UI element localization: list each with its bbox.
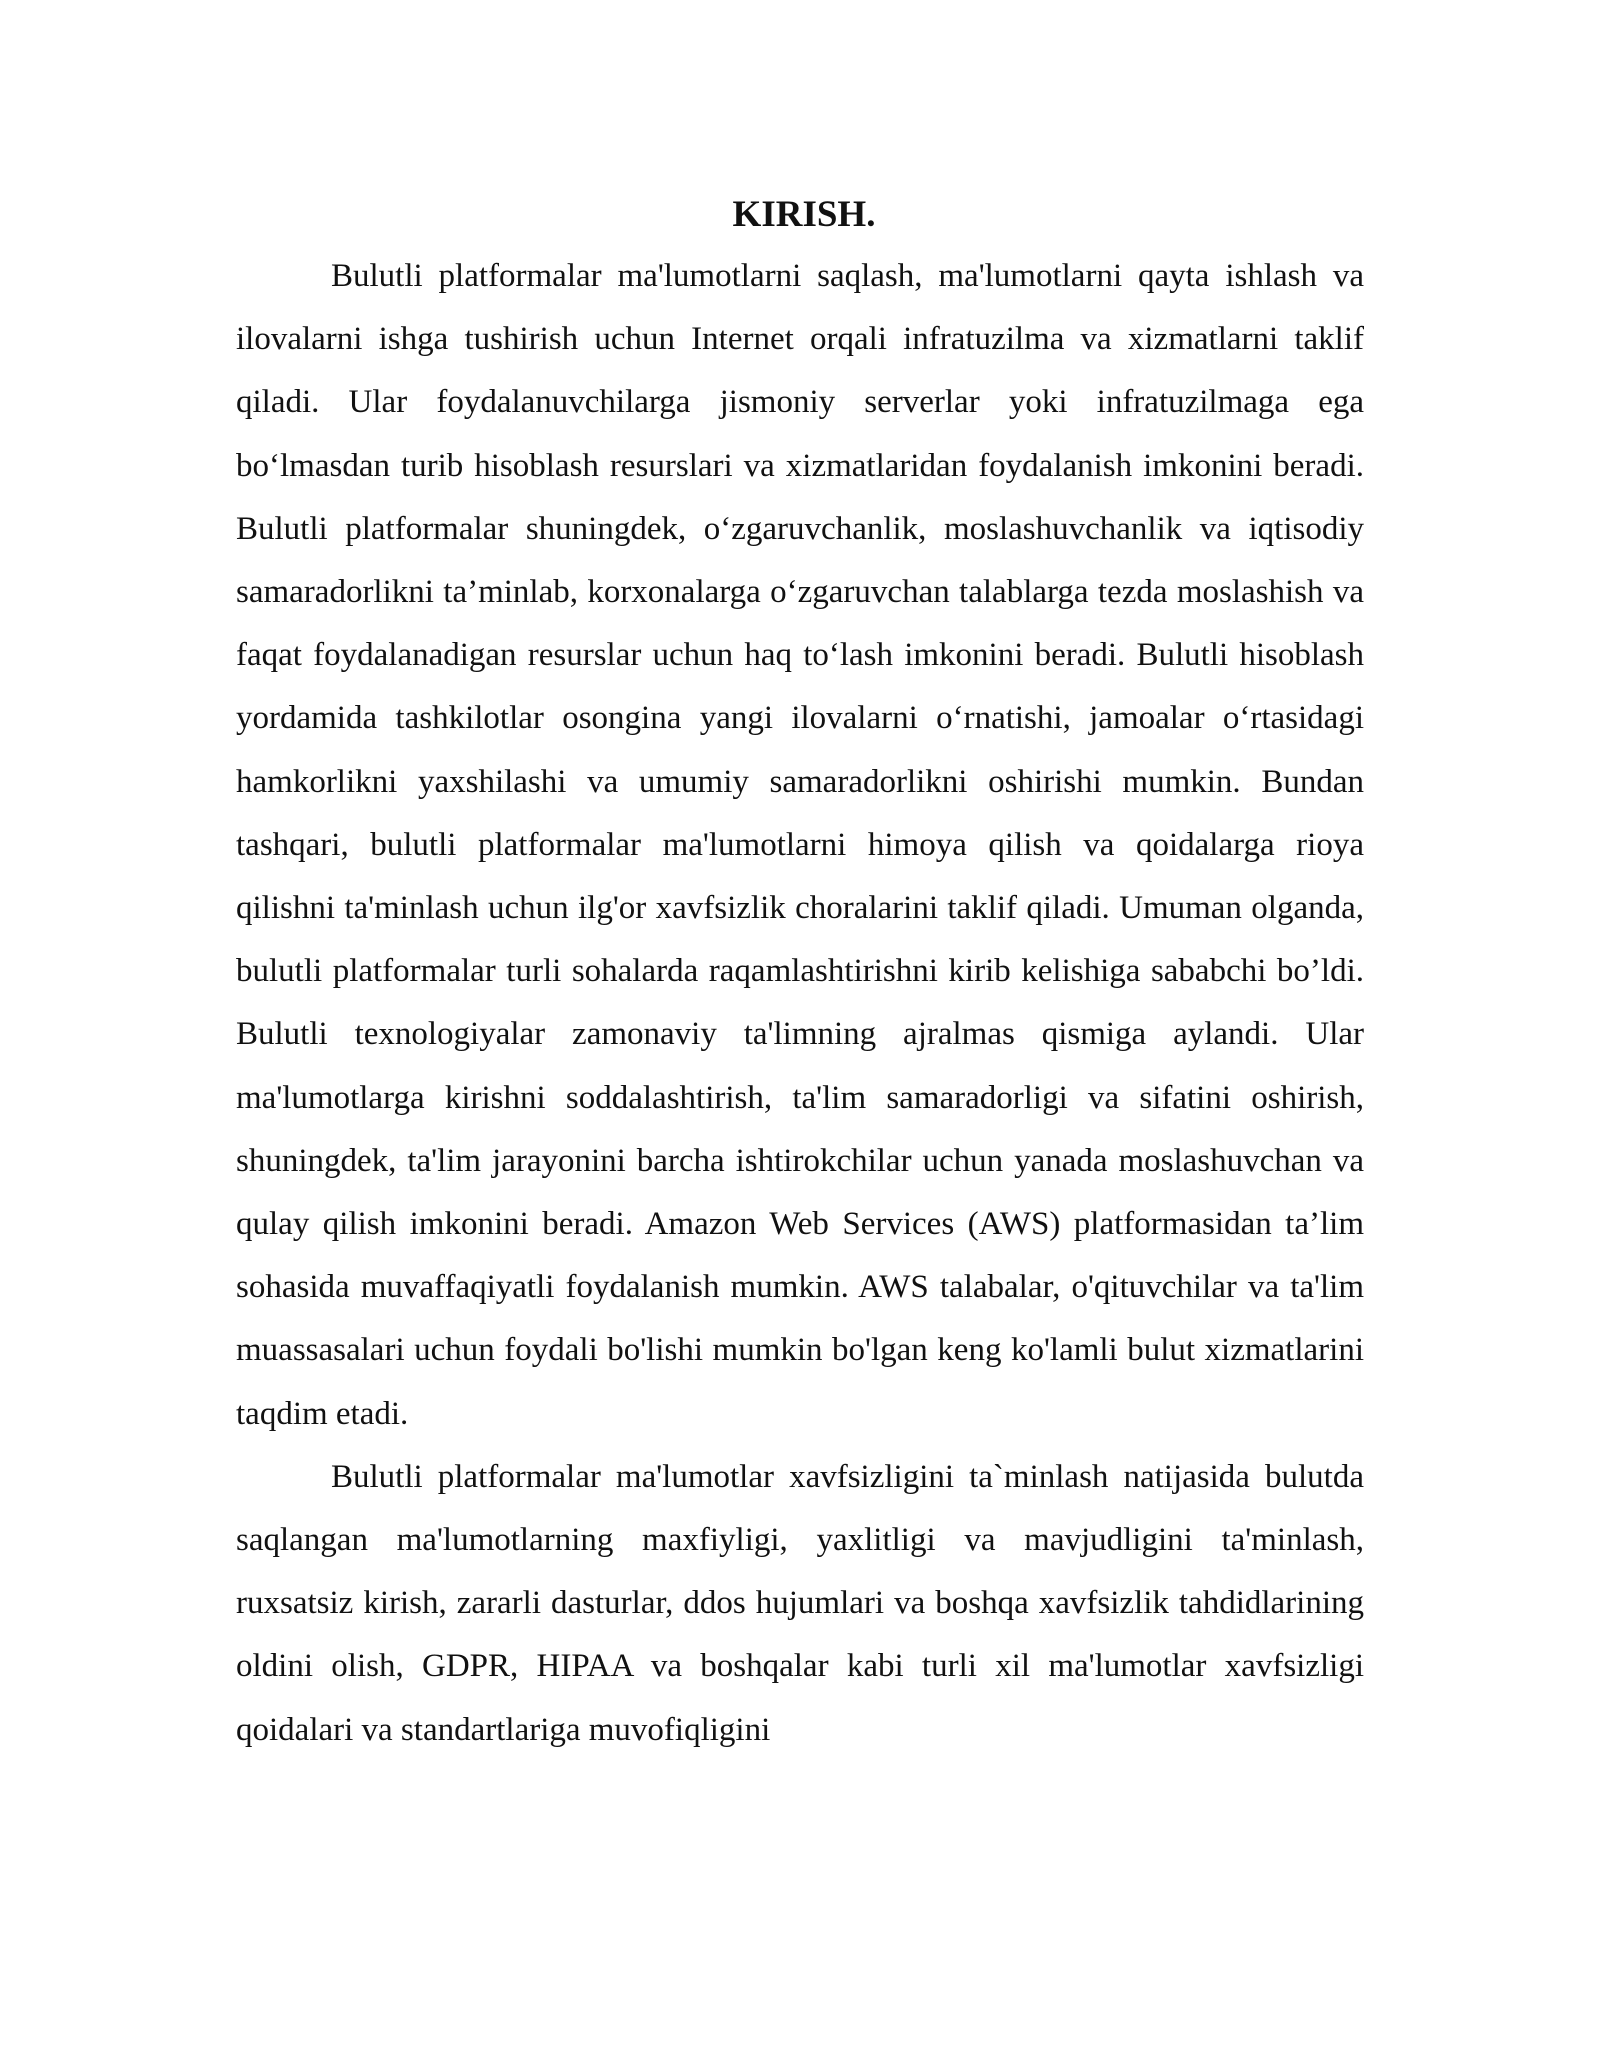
paragraph-intro: Bulutli platformalar ma'lumotlarni saqlash, ma'lumotlarni qayta ishlash va ilovalarni ishga tushirish uchun Internet orqali infratuzilma va xizmatlarni taklif qiladi. Ular foydalanuvchilarga jismoniy serverlar yoki infratuzilmaga ega bo‘lmasdan turib hisoblash resurslari va xizmatlaridan foydalanish imkonini beradi. Bulutli platformalar shuningdek, o‘zgaruvchanlik, moslashuvchanlik va iqtisodiy samaradorlikni ta’minlab, korxonalarga o‘zgaruvchan talablarga tezda moslashish va faqat foydalanadigan resurslar uchun haq to‘lash imkonini beradi. Bulutli hisoblash yordamida tashkilotlar osongina yangi ilovalarni o‘rnatishi, jamoalar o‘rtasidagi hamkorlikni yaxshilashi va umumiy samaradorlikni oshirishi mumkin. Bundan tashqari, bulutli platformalar ma'lumotlarni himoya qilish va qoidalarga rioya qilishni ta'minlash uchun ilg'or xavfsizlik choralarini taklif qiladi. Umuman olganda, bulutli platformalar turli sohalarda raqamlashtirishni kirib kelishiga sababchi bo’ldi. Bulutli texnologiyalar zamonaviy ta'limning ajralmas qismiga aylandi. Ular ma'lumotlarga kirishni soddalashtirish, ta'lim samaradorligi va sifatini oshirish, shuningdek, ta'lim jarayonini barcha ishtirokchilar uchun yanada moslashuvchan va qulay qilish imkonini beradi. Amazon Web Services (AWS) platformasidan ta’lim sohasida muvaffaqiyatli foydalanish mumkin. AWS talabalar, o'qituvchilar va ta'lim muassasalari uchun foydali bo'lishi mumkin bo'lgan keng ko'lamli bulut xizmatlarini taqdim etadi. [236,258,1364,1432]
paragraph-security: Bulutli platformalar ma'lumotlar xavfsizligini ta`minlash natijasida bulutda saqlangan ma'lumotlarning maxfiyligi, yaxlitligi va mavjudligini ta'minlash, ruxsatsiz kirish, zararli dasturlar, ddos hujumlari va boshqa xavfsizlik tahdidlarining oldini olish, GDPR, HIPAA va boshqalar kabi turli xil ma'lumotlar xavfsizligi qoidalari va standartlariga muvofiqligini [236,1458,1364,1748]
document-body [236,185,1364,1762]
section-title: KIRISH. [732,194,876,235]
